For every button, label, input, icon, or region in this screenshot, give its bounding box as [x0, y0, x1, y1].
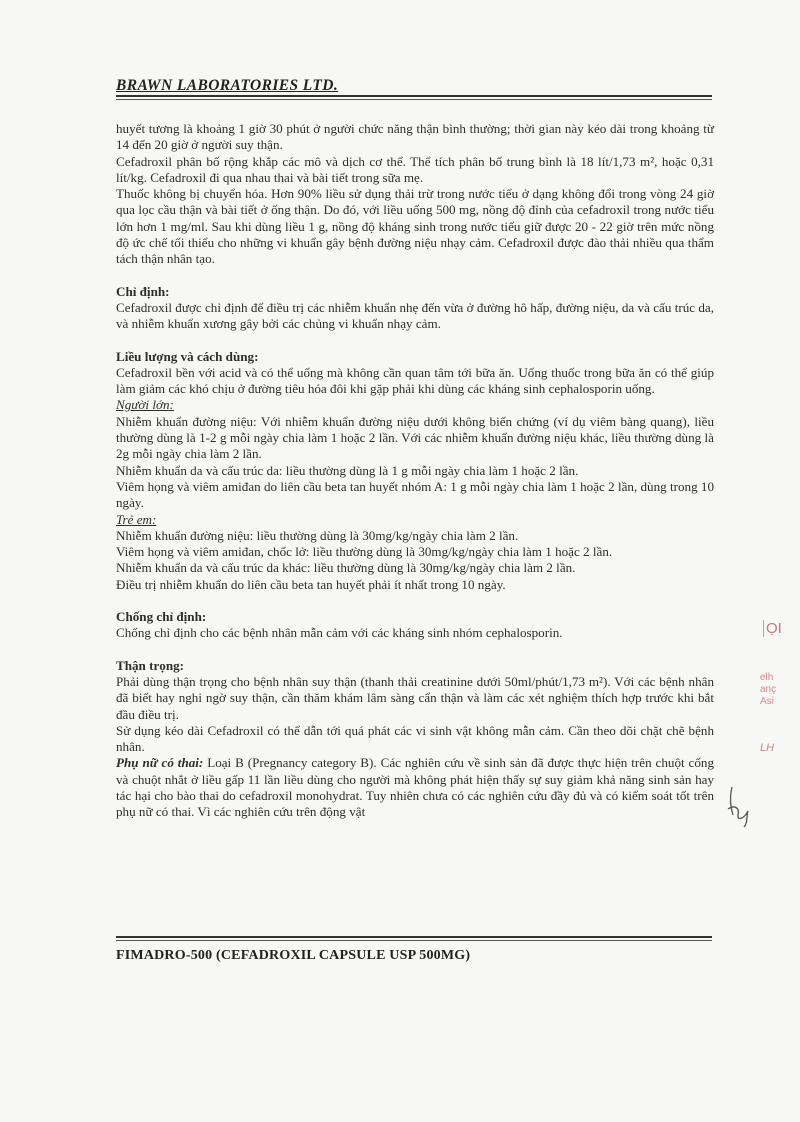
paragraph: Chống chỉ định cho các bệnh nhân mẫn cảm với các kháng sinh nhóm cephalosporin. [116, 625, 563, 641]
paragraph: Viêm họng và viêm amiđan do liên cầu beta tan huyết nhóm A: 1 g mỗi ngày chia làm 1 hoặc 2 lần, dùng trong 10 ngày. [116, 478, 714, 511]
pregnancy-text: Loại B (Pregnancy category B). Các nghiên cứu về sinh sản đã được thực hiện trên chuột cống và chuột nhắt ở liều gấp 11 lần liều dùng cho người mà không phát hiện thấy sự suy giảm khả năng sinh sản hay tác hại cho bào thai do cefadroxil monohydrat. Tuy nhiên chưa có các nghiên cứu đầy đủ và có kiểm soát tốt trên phụ nữ có thai. Vì các nghiên cứu trên động vật [116, 755, 714, 820]
paragraph: Thuốc không bị chuyển hóa. Hơn 90% liều sử dụng thải trừ trong nước tiểu ở dạng không đổi trong vòng 24 giờ qua lọc cầu thận và bài tiết ở ống thận. Do đó, với liều uống 500 mg, nồng độ đỉnh của cefadroxil trong nước tiểu lớn hơn 1 mg/ml. Sau khi dùng liều 1 g, nồng độ kháng sinh trong nước tiểu giữ được 20 - 22 giờ trên mức nồng độ ức chế tối thiểu cho những vi khuẩn gây bệnh đường niệu nhạy cảm. Cefadroxil được đào thải nhiều qua thẩm tách thận nhân tạo. [116, 186, 714, 267]
paragraph: Nhiễm khuẩn đường niệu: Với nhiễm khuẩn đường niệu dưới không biến chứng (ví dụ viêm bàng quang), liều thường dùng là 1-2 g mỗi ngày chia làm 1 hoặc 2 lần. Với các nhiễm khuẩn đường niệu khác, liều thường dùng là 2g mỗi ngày chia làm 2 lần. [116, 413, 714, 462]
section-heading-dosage: Liều lượng và cách dùng: [116, 348, 259, 364]
product-footer: FIMADRO-500 (CEFADROXIL CAPSULE USP 500MG) [116, 948, 471, 963]
paragraph: Sử dụng kéo dài Cefadroxil có thể dẫn tới quá phát các vi sinh vật không mẫn cảm. Cần theo dõi chặt chẽ bệnh nhân. [116, 722, 714, 755]
paragraph: Cefadroxil phân bố rộng khắp các mô và dịch cơ thể. Thể tích phân bố trung bình là 18 lít/1,73 m², hoặc 0,31 lít/kg. Cefadroxil đi qua nhau thai và bài tiết trong sữa mẹ. [116, 153, 714, 185]
company-name: BRAWN LABORATORIES LTD. [116, 77, 339, 94]
paragraph: Cefadroxil bền với acid và có thể uống mà không cần quan tâm tới bữa ăn. Uống thuốc trong bữa ăn có thể giúp làm giảm các khó chịu ở đường tiêu hóa đôi khi gặp phải khi dùng các kháng sinh cephalosporin uống. [116, 364, 714, 397]
stamp-line: anç [760, 684, 777, 695]
footer-rule-thick [116, 936, 712, 938]
pregnancy-label: Phụ nữ có thai: [116, 755, 204, 771]
document-body [116, 121, 714, 821]
paragraph: Nhiễm khuẩn đường niệu: liều thường dùng là 30mg/kg/ngày chia làm 2 lần. [116, 527, 519, 543]
stamp-line: Asi [760, 696, 774, 707]
stamp-line: elh [760, 672, 774, 683]
section-heading-caution: Thận trọng: [116, 657, 185, 673]
margin-stamp-fragment: ỌI [763, 620, 782, 637]
handwritten-initial-signature [724, 785, 754, 830]
margin-stamp-fragment: LH [760, 742, 775, 754]
paragraph: Điều trị nhiễm khuẩn do liên cầu beta tan huyết phải ít nhất trong 10 ngày. [116, 576, 506, 592]
paragraph-pregnancy [116, 755, 714, 820]
paragraph: Nhiễm khuẩn da và cấu trúc da khác: liều thường dùng là 30mg/kg/ngày chia làm 2 lần. [116, 560, 576, 576]
margin-stamp-text [760, 672, 776, 708]
header-rule-thin [116, 99, 712, 100]
paragraph: Nhiễm khuẩn da và cấu trúc da: liều thường dùng là 1 g mỗi ngày chia làm 1 hoặc 2 lần. [116, 462, 579, 478]
paragraph: Cefadroxil được chỉ định để điều trị các nhiễm khuẩn nhẹ đến vừa ở đường hô hấp, đường niệu, da và cấu trúc da, và nhiễm khuẩn xương gây bởi các chủng vi khuẩn nhạy cảm. [116, 299, 714, 332]
subheading-children: Trẻ em: [116, 511, 157, 527]
footer-rule-thin [116, 940, 712, 941]
paragraph: Viêm họng và viêm amiđan, chốc lở: liều thường dùng là 30mg/kg/ngày chia làm 1 hoặc 2 lần. [116, 544, 613, 560]
paragraph: huyết tương là khoảng 1 giờ 30 phút ở người chức năng thận bình thường; thời gian này kéo dài trong khoảng từ 14 đến 20 giờ ở người suy thận. [116, 121, 714, 153]
subheading-adults: Người lớn: [116, 397, 174, 413]
header-rule-thick [116, 95, 712, 97]
section-heading-contraindications: Chống chỉ định: [116, 609, 207, 625]
paragraph: Phải dùng thận trọng cho bệnh nhân suy thận (thanh thải creatinine dưới 50ml/phút/1,73 m²). Với các bệnh nhân đã biết hay nghi ngờ suy thận, cần thăm khám lâm sàng cẩn thận và làm các xét nghiệm thích hợp trước khi bắt đầu điều trị. [116, 673, 714, 722]
section-heading-indications: Chỉ định: [116, 283, 170, 299]
